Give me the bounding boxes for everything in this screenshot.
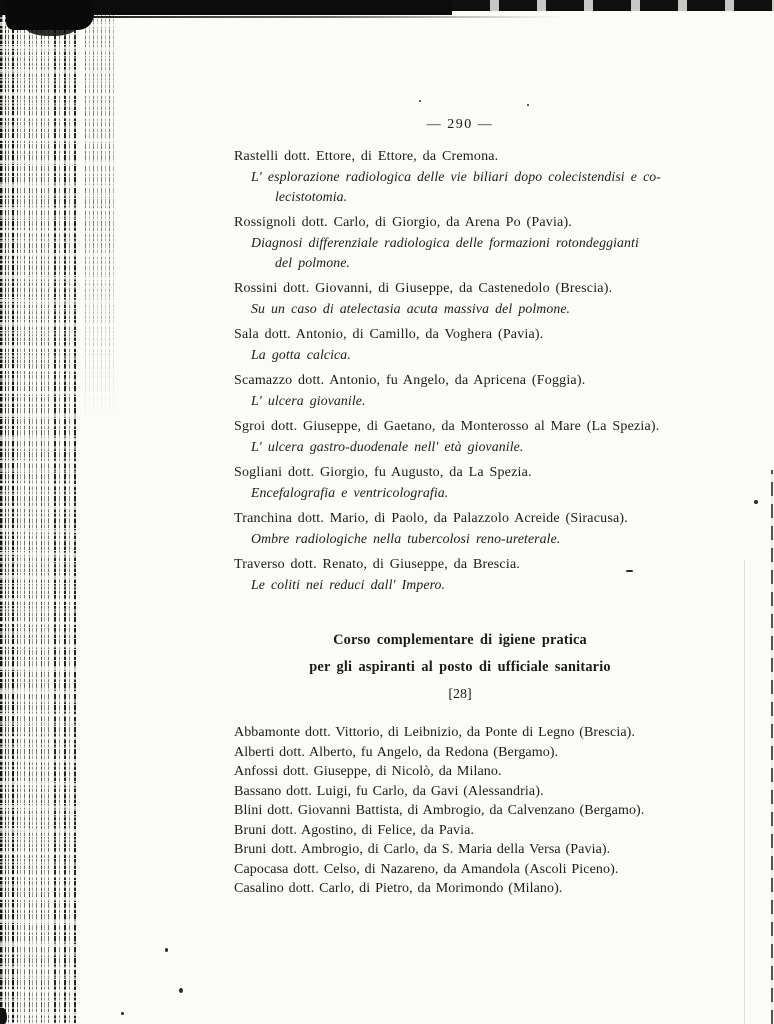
thesis-entry xyxy=(234,417,686,457)
entry-thesis xyxy=(234,345,686,365)
course-title-line1: Corso complementare di igiene pratica xyxy=(333,632,587,648)
thesis-entry xyxy=(234,463,686,503)
thesis-line: Encefalografia e ventricolografia. xyxy=(251,485,449,500)
thesis-line: Su un caso di atelectasia acuta massiva del polmone. xyxy=(251,301,571,316)
scan-speck xyxy=(121,1012,124,1015)
roster-row: Bassano dott. Luigi, fu Carlo, da Gavi (Alessandria). xyxy=(234,783,544,799)
scan-speck xyxy=(754,500,758,504)
roster-row: Anfossi dott. Giuseppe, di Nicolò, da Milano. xyxy=(234,764,502,779)
scan-right-edge-line xyxy=(771,470,773,1024)
thesis-line-continuation: lecistotomia. xyxy=(275,189,348,204)
entry-name: Sgroi dott. Giuseppe, di Gaetano, da Monterosso al Mare (La Spezia). xyxy=(234,419,660,434)
page-number: — 290 — xyxy=(426,117,494,132)
entry-thesis xyxy=(234,167,686,207)
course-title-line2: per gli aspiranti al posto di ufficiale sanitario xyxy=(309,659,611,675)
entry-name: Tranchina dott. Mario, di Paolo, da Palazzolo Acreide (Siracusa). xyxy=(234,511,628,526)
entry-name: Scamazzo dott. Antonio, fu Angelo, da Apricena (Foggia). xyxy=(234,373,586,388)
entry-name: Rastelli dott. Ettore, di Ettore, da Cremona. xyxy=(234,149,499,164)
roster-row: Casalino dott. Carlo, di Pietro, da Morimondo (Milano). xyxy=(234,881,563,896)
thesis-line: Ombre radiologiche nella tubercolosi reno-ureterale. xyxy=(251,531,561,546)
thesis-entry xyxy=(234,325,686,365)
scan-bottom-left-mark xyxy=(0,1008,7,1024)
thesis-line: Le coliti nei reduci dall' Impero. xyxy=(251,577,446,592)
entry-name: Rossini dott. Giovanni, di Giuseppe, da Castenedolo (Brescia). xyxy=(234,281,613,296)
entry-name: Rossignoli dott. Carlo, di Giorgio, da Arena Po (Pavia). xyxy=(234,215,573,230)
entry-thesis xyxy=(234,529,686,549)
thesis-line-continuation: del polmone. xyxy=(275,255,350,270)
thesis-entry-list xyxy=(234,147,686,595)
entry-name: Sogliani dott. Giorgio, fu Augusto, da La Spezia. xyxy=(234,465,532,480)
thesis-entry xyxy=(234,509,686,549)
roster-list xyxy=(234,723,686,899)
entry-thesis xyxy=(234,575,686,595)
entry-thesis xyxy=(234,391,686,411)
thesis-line: L' ulcera giovanile. xyxy=(251,393,366,408)
roster-row: Blini dott. Giovanni Battista, di Ambrogio, da Calvenzano (Bergamo). xyxy=(234,803,645,818)
course-count-bracket: [28] xyxy=(448,687,472,702)
page-content xyxy=(234,0,686,899)
thesis-line: L' esplorazione radiologica delle vie biliari dopo colecistendisi e co- xyxy=(251,169,661,184)
entry-thesis xyxy=(234,483,686,503)
scan-right-faint-line xyxy=(744,560,745,1024)
entry-thesis xyxy=(234,437,686,457)
thesis-entry xyxy=(234,371,686,411)
thesis-line: La gotta calcica. xyxy=(251,347,351,362)
entry-name: Traverso dott. Renato, di Giuseppe, da Brescia. xyxy=(234,557,521,572)
scan-speck xyxy=(165,948,168,952)
thesis-entry xyxy=(234,147,686,207)
thesis-line: Diagnosi differenziale radiologica delle formazioni rotondeggianti xyxy=(251,235,639,250)
thesis-line: L' ulcera gastro-duodenale nell' età giovanile. xyxy=(251,439,524,454)
thesis-entry xyxy=(234,279,686,319)
roster-row: Capocasa dott. Celso, di Nazareno, da Amandola (Ascoli Piceno). xyxy=(234,861,619,877)
scan-speck xyxy=(179,988,183,993)
thesis-entry xyxy=(234,213,686,273)
entry-thesis xyxy=(234,299,686,319)
scan-corner-blob xyxy=(26,18,76,36)
thesis-entry xyxy=(234,555,686,595)
roster-row: Bruni dott. Ambrogio, di Carlo, da S. Maria della Versa (Pavia). xyxy=(234,842,611,857)
roster-row: Alberti dott. Alberto, fu Angelo, da Redona (Bergamo). xyxy=(234,744,559,760)
entry-name: Sala dott. Antonio, di Camillo, da Voghera (Pavia). xyxy=(234,327,544,342)
roster-row: Bruni dott. Agostino, di Felice, da Pavia. xyxy=(234,822,475,838)
entry-thesis xyxy=(234,233,686,273)
course-section-heading xyxy=(234,627,686,706)
binding-grain xyxy=(0,0,120,1024)
book-binding-scan-artifact xyxy=(0,0,120,1024)
roster-row: Abbamonte dott. Vittorio, di Leibnizio, da Ponte di Legno (Brescia). xyxy=(234,725,636,740)
